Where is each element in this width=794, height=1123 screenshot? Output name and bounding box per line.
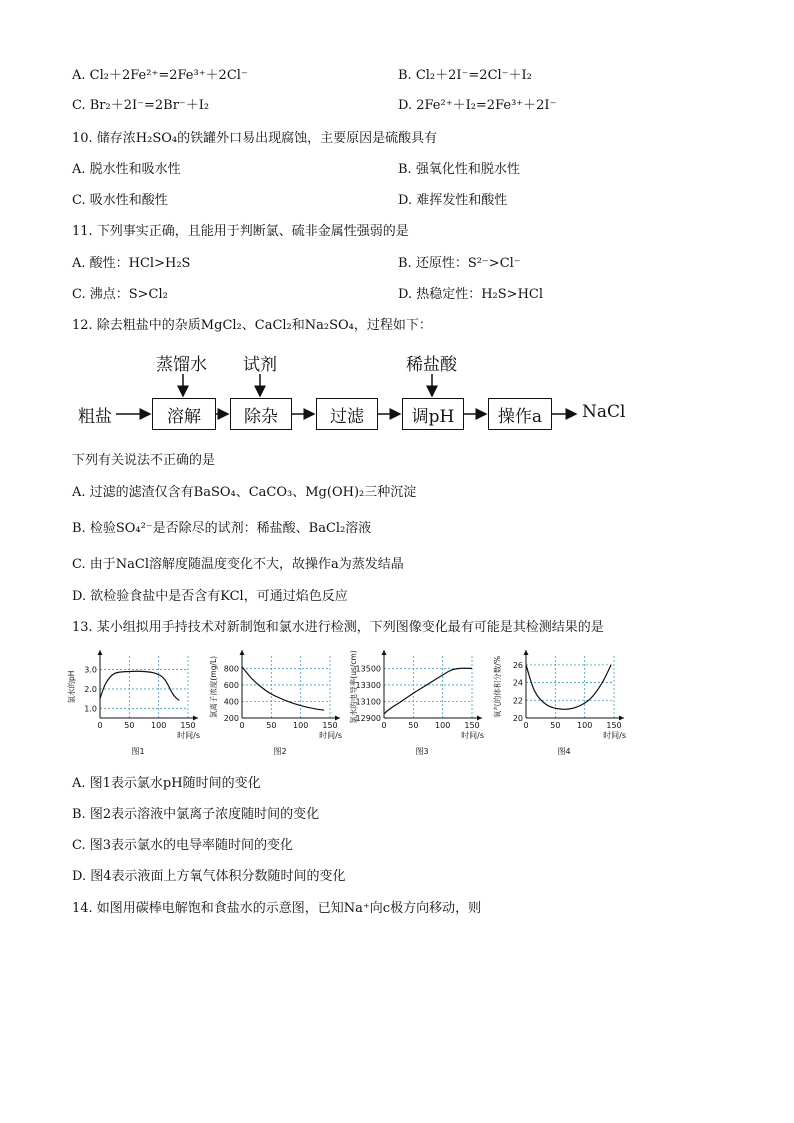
q9-option-c: C. Br₂＋2I⁻=2Br⁻＋I₂ [72,98,210,113]
q13-option-a: A. 图1表示氯水pH随时间的变化 [72,776,261,791]
q14-stem: 14. 如图用碳棒电解饱和食盐水的示意图，已知Na⁺向c极方向移动，则 [72,901,482,916]
x-tick-label-3: 150 [606,721,622,730]
q11-option-b: B. 还原性：S²⁻>Cl⁻ [398,256,521,271]
y-axis-label: 氯水的电导率(us/cm) [349,650,358,724]
x-tick-label-2: 100 [151,721,167,730]
series-line-0 [384,668,472,714]
chart-caption: 图1 [131,747,145,756]
x-axis-label: 时间/s [319,731,342,740]
x-tick-label-0: 0 [381,721,387,730]
q12-stem: 12. 除去粗盐中的杂质MgCl₂、CaCl₂和Na₂SO₄，过程如下： [72,318,432,333]
q13-charts [68,648,638,760]
x-axis-arrow [477,716,482,721]
flow-step-dissolve: 溶解 [152,398,216,430]
y-tick-label-3: 26 [512,660,523,670]
x-tick-label-0: 0 [97,721,103,730]
y-tick-label-0: 12900 [355,714,381,723]
q10-option-d: D. 难挥发性和酸性 [398,193,508,208]
q13-option-d: D. 图4表示液面上方氧气体积分数随时间的变化 [72,869,346,884]
y-tick-label-0: 20 [512,714,523,723]
x-tick-label-1: 50 [408,721,419,730]
x-tick-label-3: 150 [180,721,196,730]
y-axis-arrow [240,650,245,655]
y-axis-label: 氧气的体积分数/% [493,655,502,719]
q10-option-c: C. 吸水性和酸性 [72,193,168,208]
x-tick-label-1: 50 [266,721,277,730]
flow-input-hcl: 稀盐酸 [406,355,457,375]
q11-option-d: D. 热稳定性：H₂S>HCl [398,287,544,302]
y-tick-label-3: 800 [223,664,239,674]
q11-stem: 11. 下列事实正确，且能用于判断氯、硫非金属性强弱的是 [72,224,409,239]
x-tick-label-3: 150 [464,721,480,730]
x-axis-label: 时间/s [461,731,484,740]
y-tick-label-2: 600 [223,680,239,690]
chart-fig1 [68,648,210,760]
flow-input-reagent: 试剂 [243,355,277,375]
flow-step-filter: 过滤 [316,398,378,430]
flow-step-operation-a: 操作a [488,398,552,430]
x-axis-arrow [619,716,624,721]
q11-option-c: C. 沸点：S>Cl₂ [72,287,168,302]
y-tick-label-1: 400 [223,697,239,707]
x-tick-label-2: 100 [577,721,593,730]
x-tick-label-0: 0 [523,721,529,730]
y-axis-arrow [524,650,529,655]
chart-caption: 图2 [273,747,287,756]
q13-option-b: B. 图2表示溶液中氯离子浓度随时间的变化 [72,807,320,822]
y-tick-label-2: 24 [512,678,523,688]
q10-option-a: A. 脱水性和吸水性 [72,162,181,177]
x-tick-label-3: 150 [322,721,338,730]
chart-fig4 [494,648,636,760]
y-axis-arrow [98,650,103,655]
q13-option-c: C. 图3表示氯水的电导率随时间的变化 [72,838,294,853]
x-tick-label-1: 50 [550,721,561,730]
flow-end-label: NaCl [582,402,626,422]
y-tick-label-3: 13500 [355,664,381,674]
x-axis-label: 时间/s [603,731,626,740]
chart-caption: 图3 [415,747,429,756]
q13-stem: 13. 某小组拟用手持技术对新制饱和氯水进行检测，下列图像变化最有可能是其检测结果的是 [72,620,604,635]
x-tick-label-2: 100 [293,721,309,730]
q12-option-d: D. 欲检验食盐中是否含有KCl，可通过焰色反应 [72,589,348,604]
chart-fig3 [349,648,494,760]
y-tick-label-0: 200 [223,714,239,723]
series-line-0 [526,665,611,709]
q12-option-b: B. 检验SO₄²⁻是否除尽的试剂：稀盐酸、BaCl₂溶液 [72,521,372,536]
chart-fig2 [210,648,352,760]
flow-start-label: 粗盐 [78,407,112,427]
q11-option-a: A. 酸性：HCl>H₂S [72,256,191,271]
x-axis-arrow [335,716,340,721]
series-line-0 [100,671,179,700]
q12-option-a: A. 过滤的滤渣仅含有BaSO₄、CaCO₃、Mg(OH)₂三种沉淀 [72,485,417,500]
process-flow-diagram [78,350,638,436]
y-axis-label: 氯离子浓度(mg/L) [209,655,218,719]
q10-option-b: B. 强氧化性和脱水性 [398,162,520,177]
q9-option-b: B. Cl₂＋2I⁻=2Cl⁻＋I₂ [398,68,532,83]
y-axis-arrow [382,650,387,655]
q10-stem: 10. 储存浓H₂SO₄的铁罐外口易出现腐蚀，主要原因是硫酸具有 [72,131,438,146]
flow-step-adjust-ph: 调pH [402,398,464,430]
q9-option-d: D. 2Fe²⁺＋I₂=2Fe³⁺＋2I⁻ [398,98,557,113]
chart-caption: 图4 [557,747,571,756]
y-tick-label-1: 13100 [355,697,381,707]
q12-question: 下列有关说法不正确的是 [72,453,216,468]
q12-option-c: C. 由于NaCl溶解度随温度变化不大，故操作a为蒸发结晶 [72,557,404,572]
y-tick-label-1: 22 [512,696,523,706]
y-tick-label-2: 3.0 [84,665,97,675]
x-tick-label-0: 0 [239,721,245,730]
flow-step-remove-impurities: 除杂 [230,398,292,430]
x-axis-arrow [193,716,198,721]
y-tick-label-0: 1.0 [84,704,97,714]
y-tick-label-2: 13300 [355,680,381,690]
flow-input-water: 蒸馏水 [156,355,207,375]
x-tick-label-1: 50 [124,721,135,730]
y-axis-label: 氯水的pH [67,670,76,704]
y-tick-label-1: 2.0 [84,684,97,694]
x-tick-label-2: 100 [435,721,451,730]
series-line-0 [242,667,324,710]
x-axis-label: 时间/s [177,731,200,740]
q9-option-a: A. Cl₂＋2Fe²⁺=2Fe³⁺＋2Cl⁻ [72,68,248,83]
